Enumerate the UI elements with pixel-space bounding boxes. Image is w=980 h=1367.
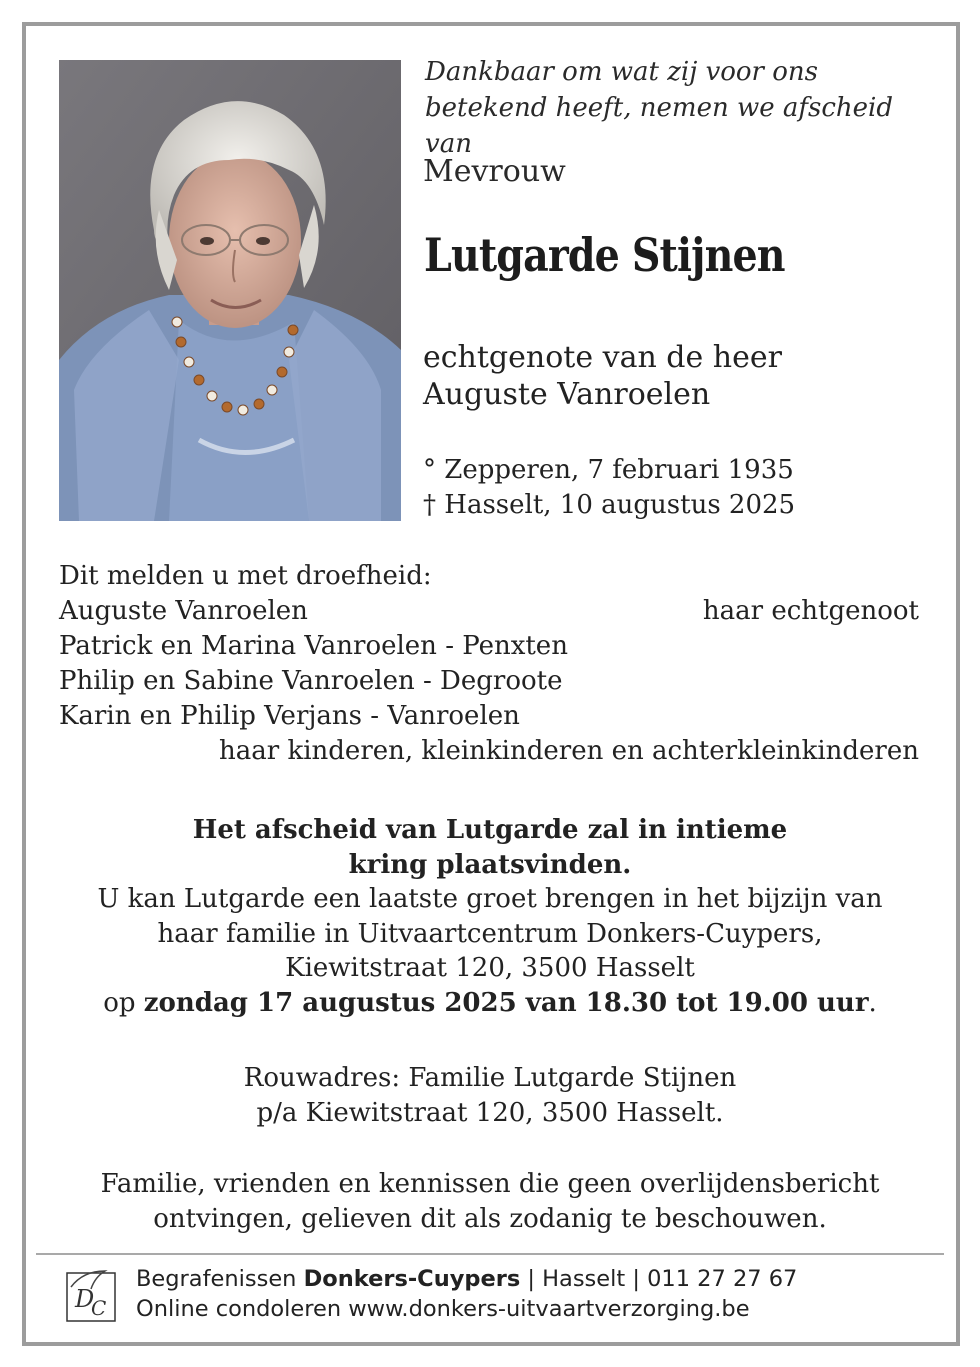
footer-company-name: Donkers-Cuypers [303, 1266, 521, 1292]
address-line-2: p/a Kiewitstraat 120, 3500 Hasselt. [256, 1097, 724, 1128]
ceremony-bold-line-1: Het afscheid van Lutgarde zal in intieme [192, 815, 788, 845]
portrait-illustration [59, 60, 401, 521]
footer-divider [36, 1253, 944, 1255]
family-list [59, 559, 919, 769]
ceremony-info [30, 813, 950, 1020]
family-closing: haar kinderen, kleinkinderen en achterkleinkinderen [219, 736, 919, 766]
ceremony-when [30, 986, 950, 1021]
ceremony-line-3: U kan Lutgarde een laatste groet brengen in het bijzijn van [97, 884, 883, 914]
deceased-title: Mevrouw [423, 154, 566, 189]
ceremony-line-4: haar familie in Uitvaartcentrum Donkers-Cuypers, [157, 918, 823, 949]
notice-text [30, 1167, 950, 1236]
svg-text:C: C [91, 1296, 107, 1320]
family-spouse-row [59, 594, 919, 629]
family-heading: Dit melden u met droefheid: [59, 561, 432, 591]
intro-line-2: betekend heeft, nemen we afscheid van [425, 93, 893, 159]
notice-line-2: ontvingen, gelieven dit als zodanig te beschouwen. [153, 1203, 827, 1234]
footer-company-line [136, 1264, 797, 1294]
intro-line-1: Dankbaar om wat zij voor ons [425, 57, 818, 87]
life-dates [423, 453, 795, 523]
funeral-home-logo-icon [65, 1267, 119, 1323]
ceremony-when-prefix: op [103, 987, 144, 1018]
ceremony-when-suffix: . [868, 987, 877, 1018]
ceremony-line-5: Kiewitstraat 120, 3500 Hasselt [285, 953, 695, 983]
intro-text [425, 54, 945, 162]
deceased-name: Lutgarde Stijnen [424, 228, 785, 282]
family-spouse-name: Auguste Vanroelen [59, 596, 308, 626]
spouse-line-2: Auguste Vanroelen [423, 377, 711, 412]
birth-date: ° Zepperen, 7 februari 1935 [423, 455, 794, 485]
footer-city-phone: | Hasselt | 011 27 27 67 [520, 1266, 798, 1292]
portrait-photo [59, 60, 401, 521]
ceremony-when-datetime: zondag 17 augustus 2025 van 18.30 tot 19.00 uur [143, 987, 869, 1018]
family-child-2: Philip en Sabine Vanroelen - Degroote [59, 666, 563, 696]
address-line-1: Rouwadres: Familie Lutgarde Stijnen [243, 1063, 737, 1093]
family-child-3: Karin en Philip Verjans - Vanroelen [59, 701, 520, 731]
notice-line-1: Familie, vrienden en kennissen die geen overlijdensbericht [100, 1169, 880, 1199]
mourning-address [30, 1061, 950, 1130]
death-date: † Hasselt, 10 augustus 2025 [423, 490, 796, 520]
spouse-line-1: echtgenote van de heer [423, 340, 782, 375]
family-child-1: Patrick en Marina Vanroelen - Penxten [59, 631, 568, 661]
footer-online-condolence: Online condoleren www.donkers-uitvaartverzorging.be [136, 1296, 750, 1322]
family-spouse-relation: haar echtgenoot [702, 596, 919, 626]
ceremony-bold-line-2: kring plaatsvinden. [348, 849, 632, 880]
footer-prefix: Begrafenissen [136, 1266, 304, 1292]
svg-text:D: D [75, 1285, 95, 1313]
spouse-block [423, 339, 782, 413]
footer-info [136, 1264, 797, 1324]
